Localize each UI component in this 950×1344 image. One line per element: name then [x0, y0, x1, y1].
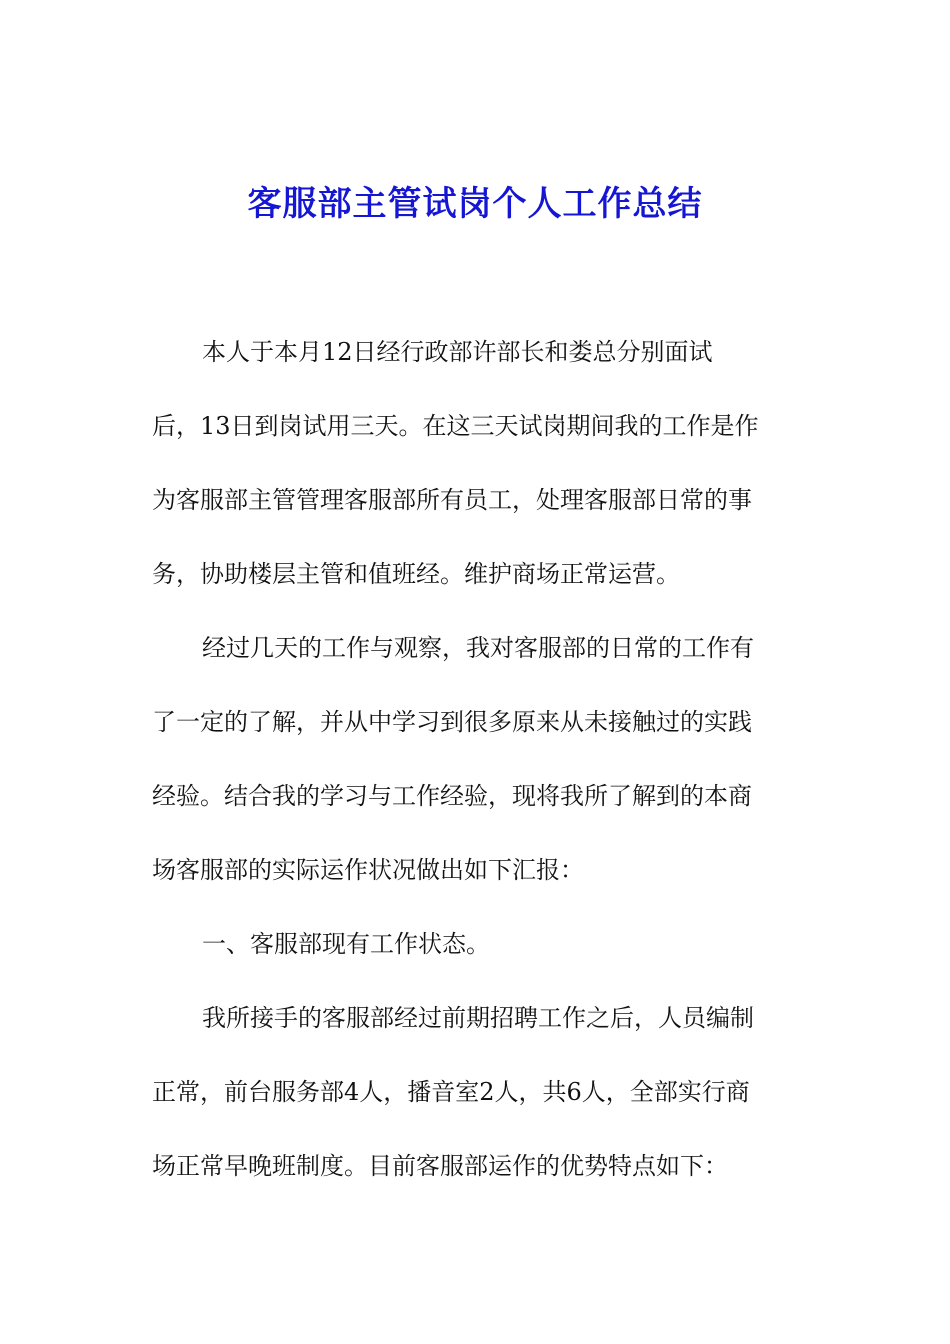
paragraph-line: 本人于本月12日经行政部许部长和娄总分别面试 — [202, 338, 713, 366]
paragraph-line: 正常，前台服务部4人，播音室2人，共6人，全部实行商 — [152, 1078, 750, 1106]
paragraph-line: 为客服部主管管理客服部所有员工，处理客服部日常的事 — [152, 486, 752, 514]
paragraph-line: 经过几天的工作与观察，我对客服部的日常的工作有 — [202, 634, 754, 662]
paragraph-line: 后，13日到岗试用三天。在这三天试岗期间我的工作是作 — [152, 412, 759, 440]
paragraph-line: 场正常早晚班制度。目前客服部运作的优势特点如下： — [152, 1152, 728, 1180]
paragraph-line: 务，协助楼层主管和值班经。维护商场正常运营。 — [152, 560, 680, 588]
section-heading: 一、客服部现有工作状态。 — [202, 930, 490, 958]
paragraph-line: 我所接手的客服部经过前期招聘工作之后，人员编制 — [202, 1004, 754, 1032]
paragraph-line: 场客服部的实际运作状况做出如下汇报： — [152, 856, 584, 884]
paragraph-line: 了一定的了解，并从中学习到很多原来从未接触过的实践 — [152, 708, 752, 736]
paragraph-line: 经验。结合我的学习与工作经验，现将我所了解到的本商 — [152, 782, 752, 810]
document-title: 客服部主管试岗个人工作总结 — [247, 184, 703, 224]
